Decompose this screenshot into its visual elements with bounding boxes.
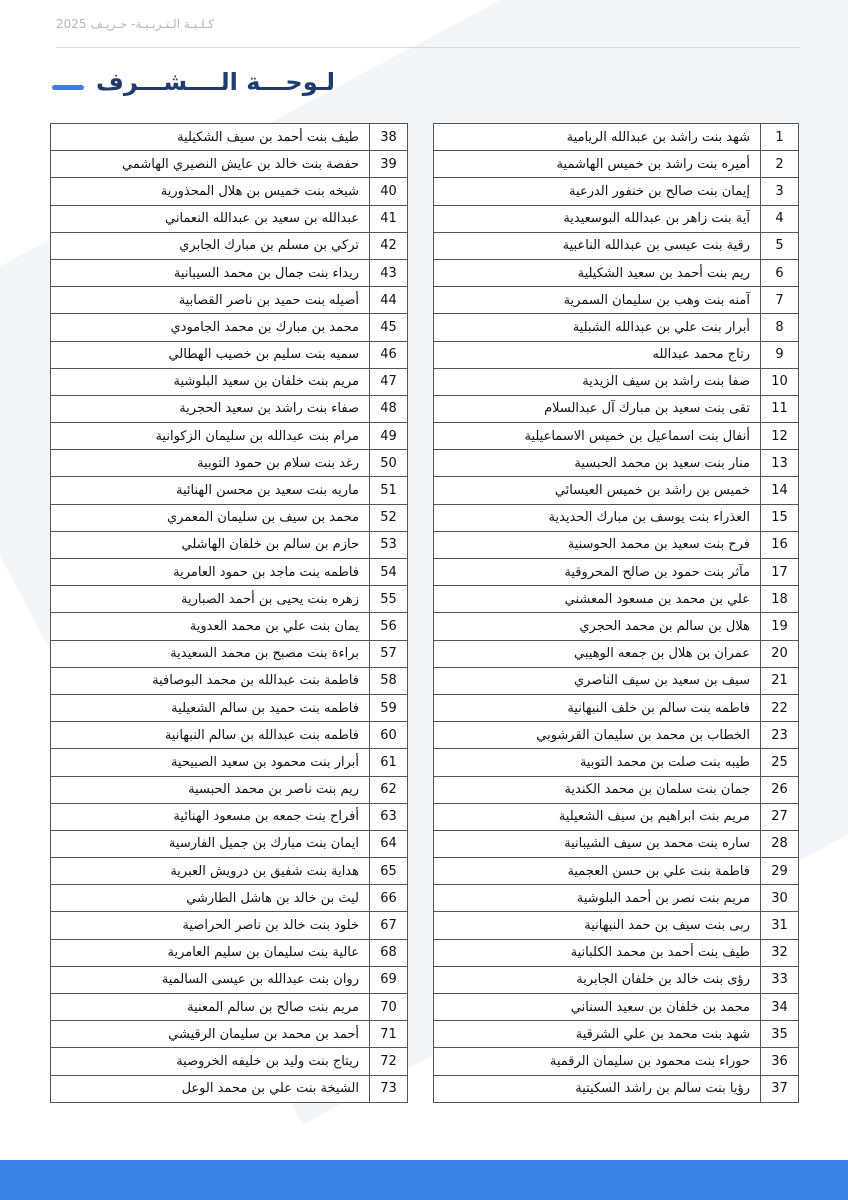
table-row <box>434 450 799 477</box>
table-row <box>51 939 408 966</box>
table-row <box>51 151 408 178</box>
row-number: 52 <box>370 504 408 531</box>
row-number: 39 <box>370 151 408 178</box>
student-name: فرح بنت سعيد بن محمد الحوسنية <box>434 531 761 558</box>
table-row <box>51 885 408 912</box>
table-row <box>51 178 408 205</box>
student-name: صفا بنت راشد بن سيف الزيدية <box>434 368 761 395</box>
table-row <box>434 477 799 504</box>
row-number: 35 <box>761 1021 799 1048</box>
student-name: ريتاج بنت وليد بن خليفه الخروصية <box>51 1048 370 1075</box>
row-number: 23 <box>761 722 799 749</box>
table-row <box>434 939 799 966</box>
student-name: ريم بنت ناصر بن محمد الحبسية <box>51 776 370 803</box>
row-number: 38 <box>370 124 408 151</box>
table-row <box>51 1021 408 1048</box>
student-name: شهد بنت راشد بن عبدالله الريامية <box>434 124 761 151</box>
honor-table-right <box>433 123 799 1103</box>
row-number: 50 <box>370 450 408 477</box>
table-row <box>51 966 408 993</box>
row-number: 26 <box>761 776 799 803</box>
row-number: 32 <box>761 939 799 966</box>
row-number: 68 <box>370 939 408 966</box>
table-row <box>51 912 408 939</box>
row-number: 8 <box>761 314 799 341</box>
table-row <box>434 178 799 205</box>
student-name: جمان بنت سلمان بن محمد الكندية <box>434 776 761 803</box>
row-number: 20 <box>761 640 799 667</box>
student-name: طيف بنت أحمد بن محمد الكلبانية <box>434 939 761 966</box>
student-name: مآثر بنت حمود بن صالح المحروقية <box>434 559 761 586</box>
table-row <box>51 341 408 368</box>
table-row <box>434 124 799 151</box>
table-row <box>434 613 799 640</box>
row-number: 45 <box>370 314 408 341</box>
row-number: 6 <box>761 259 799 286</box>
table-row <box>434 1048 799 1075</box>
student-name: زهره بنت يحيى بن أحمد الصبارية <box>51 586 370 613</box>
row-number: 56 <box>370 613 408 640</box>
table-row <box>434 830 799 857</box>
row-number: 53 <box>370 531 408 558</box>
table-row <box>434 667 799 694</box>
student-name: عبدالله بن سعيد بن عبدالله النعماني <box>51 205 370 232</box>
student-name: سميه بنت سليم بن خصيب الهطالي <box>51 341 370 368</box>
row-number: 9 <box>761 341 799 368</box>
table-row <box>51 477 408 504</box>
student-name: الخطاب بن محمد بن سليمان القرشوبي <box>434 722 761 749</box>
table-row <box>434 1021 799 1048</box>
student-name: رؤى بنت خالد بن خلفان الجابرية <box>434 966 761 993</box>
student-name: مريم بنت خلفان بن سعيد البلوشية <box>51 368 370 395</box>
table-row <box>51 776 408 803</box>
student-name: فاطمه بنت سالم بن خلف النبهانية <box>434 694 761 721</box>
table-row <box>434 205 799 232</box>
row-number: 25 <box>761 749 799 776</box>
row-number: 17 <box>761 559 799 586</box>
table-row <box>51 423 408 450</box>
table-row <box>434 259 799 286</box>
student-name: تقى بنت سعيد بن مبارك آل عبدالسلام <box>434 395 761 422</box>
row-number: 10 <box>761 368 799 395</box>
row-number: 51 <box>370 477 408 504</box>
student-name: ساره بنت محمد بن سيف الشيبانية <box>434 830 761 857</box>
row-number: 18 <box>761 586 799 613</box>
table-row <box>434 912 799 939</box>
row-number: 61 <box>370 749 408 776</box>
table-row <box>434 640 799 667</box>
row-number: 19 <box>761 613 799 640</box>
table-row <box>51 586 408 613</box>
student-name: حوراء بنت محمود بن سليمان الرقمية <box>434 1048 761 1075</box>
table-row <box>434 858 799 885</box>
student-name: ليث بن خالد بن هاشل الطارشي <box>51 885 370 912</box>
table-row <box>51 830 408 857</box>
table-row <box>434 885 799 912</box>
student-name: ربى بنت سيف بن حمد النبهانية <box>434 912 761 939</box>
student-name: آمنه بنت وهب بن سليمان السمرية <box>434 287 761 314</box>
row-number: 63 <box>370 803 408 830</box>
table-row <box>51 803 408 830</box>
row-number: 62 <box>370 776 408 803</box>
row-number: 67 <box>370 912 408 939</box>
row-number: 73 <box>370 1075 408 1102</box>
row-number: 2 <box>761 151 799 178</box>
table-row <box>434 966 799 993</box>
table-row <box>51 722 408 749</box>
row-number: 64 <box>370 830 408 857</box>
row-number: 31 <box>761 912 799 939</box>
table-row <box>51 124 408 151</box>
student-name: أبرار بنت محمود بن سعيد الصبيحية <box>51 749 370 776</box>
row-number: 30 <box>761 885 799 912</box>
table-row <box>51 749 408 776</box>
table-row <box>434 504 799 531</box>
student-name: براءة بنت مصبح بن محمد السعيدية <box>51 640 370 667</box>
honor-table-left <box>50 123 408 1103</box>
table-row <box>51 450 408 477</box>
student-name: مريم بنت صالح بن سالم المعنية <box>51 994 370 1021</box>
table-row <box>51 504 408 531</box>
student-name: عالية بنت سليمان بن سليم العامرية <box>51 939 370 966</box>
footer-bar <box>0 1160 848 1200</box>
row-number: 70 <box>370 994 408 1021</box>
row-number: 43 <box>370 259 408 286</box>
student-name: ريداء بنت جمال بن محمد السيبانية <box>51 259 370 286</box>
row-number: 33 <box>761 966 799 993</box>
student-name: علي بن محمد بن مسعود المعشني <box>434 586 761 613</box>
table-row <box>51 395 408 422</box>
table-row <box>51 994 408 1021</box>
table-row <box>51 531 408 558</box>
row-number: 41 <box>370 205 408 232</box>
student-name: هلال بن سالم بن محمد الحجري <box>434 613 761 640</box>
student-name: فاطمه بنت ماجد بن حمود العامرية <box>51 559 370 586</box>
student-name: خميس بن راشد بن خميس العيسائي <box>434 477 761 504</box>
student-name: ماريه بنت سعيد بن محسن الهنائية <box>51 477 370 504</box>
student-name: هداية بنت شفيق بن درويش العبرية <box>51 858 370 885</box>
table-row <box>51 1075 408 1102</box>
row-number: 48 <box>370 395 408 422</box>
student-name: أحمد بن محمد بن سليمان الرقيشي <box>51 1021 370 1048</box>
row-number: 13 <box>761 450 799 477</box>
student-name: أفراح بنت جمعه بن مسعود الهنائية <box>51 803 370 830</box>
row-number: 27 <box>761 803 799 830</box>
table-row <box>434 1075 799 1102</box>
student-name: سيف بن سعيد بن سيف الناصري <box>434 667 761 694</box>
row-number: 40 <box>370 178 408 205</box>
row-number: 34 <box>761 994 799 1021</box>
row-number: 69 <box>370 966 408 993</box>
student-name: طيبه بنت صلت بن محمد التوبية <box>434 749 761 776</box>
table-row <box>51 858 408 885</box>
row-number: 29 <box>761 858 799 885</box>
student-name: فاطمه بنت عبدالله بن سالم النبهانية <box>51 722 370 749</box>
student-name: مريم بنت نصر بن أحمد البلوشية <box>434 885 761 912</box>
student-name: أميره بنت راشد بن خميس الهاشمية <box>434 151 761 178</box>
row-number: 11 <box>761 395 799 422</box>
table-row <box>434 531 799 558</box>
title-accent-bar <box>52 85 84 90</box>
student-name: حازم بن سالم بن خلفان الهاشلي <box>51 531 370 558</box>
page-title: لـوحـــة الــــشـــرف <box>96 68 335 96</box>
table-row <box>51 259 408 286</box>
student-name: أنفال بنت اسماعيل بن خميس الاسماعيلية <box>434 423 761 450</box>
student-name: فاطمه بنت حميد بن سالم الشعيلية <box>51 694 370 721</box>
table-row <box>51 667 408 694</box>
student-name: مرام بنت عبدالله بن سليمان الزكوانية <box>51 423 370 450</box>
table-row <box>434 423 799 450</box>
table-row <box>434 314 799 341</box>
table-row <box>51 1048 408 1075</box>
student-name: رتاج محمد عبدالله <box>434 341 761 368</box>
table-row <box>434 287 799 314</box>
row-number: 15 <box>761 504 799 531</box>
student-name: صفاء بنت راشد بن سعيد الحجرية <box>51 395 370 422</box>
row-number: 47 <box>370 368 408 395</box>
table-row <box>51 694 408 721</box>
student-name: طيف بنت أحمد بن سيف الشكيلية <box>51 124 370 151</box>
student-name: رؤيا بنت سالم بن راشد السكيتية <box>434 1075 761 1102</box>
row-number: 42 <box>370 232 408 259</box>
table-row <box>434 586 799 613</box>
table-row <box>434 395 799 422</box>
student-name: خلود بنت خالد بن ناصر الحراصية <box>51 912 370 939</box>
student-name: ايمان بنت مبارك بن جميل الفارسية <box>51 830 370 857</box>
table-row <box>51 640 408 667</box>
row-number: 7 <box>761 287 799 314</box>
table-row <box>434 749 799 776</box>
student-name: شيخه بنت خميس بن هلال المحذورية <box>51 178 370 205</box>
row-number: 55 <box>370 586 408 613</box>
student-name: ريم بنت أحمد بن سعيد الشكيلية <box>434 259 761 286</box>
student-name: منار بنت سعيد بن محمد الحبسية <box>434 450 761 477</box>
row-number: 65 <box>370 858 408 885</box>
row-number: 66 <box>370 885 408 912</box>
student-name: فاطمة بنت علي بن حسن العجمية <box>434 858 761 885</box>
row-number: 46 <box>370 341 408 368</box>
table-row <box>434 694 799 721</box>
table-row <box>434 776 799 803</box>
student-name: يمان بنت علي بن محمد العدوية <box>51 613 370 640</box>
row-number: 71 <box>370 1021 408 1048</box>
table-row <box>434 803 799 830</box>
student-name: الشيخة بنت علي بن محمد الوعل <box>51 1075 370 1102</box>
row-number: 44 <box>370 287 408 314</box>
student-name: رغد بنت سلام بن حمود التوبية <box>51 450 370 477</box>
student-name: محمد بن خلفان بن سعيد السناني <box>434 994 761 1021</box>
student-name: محمد بن سيف بن سليمان المعمري <box>51 504 370 531</box>
student-name: روان بنت عبدالله بن عيسى السالمية <box>51 966 370 993</box>
row-number: 58 <box>370 667 408 694</box>
table-row <box>434 232 799 259</box>
row-number: 28 <box>761 830 799 857</box>
table-row <box>434 559 799 586</box>
student-name: رقية بنت عيسى بن عبدالله الناعبية <box>434 232 761 259</box>
header-text: كـلـيـة الـتـربـيـة- خـريـف 2025 <box>56 17 215 31</box>
student-name: أصيله بنت حميد بن ناصر القصابية <box>51 287 370 314</box>
student-name: أبرار بنت علي بن عبدالله الشبلية <box>434 314 761 341</box>
row-number: 12 <box>761 423 799 450</box>
table-row <box>51 287 408 314</box>
student-name: إيمان بنت صالح بن خنفور الدرعية <box>434 178 761 205</box>
student-name: حفصة بنت خالد بن عايش النصيري الهاشمي <box>51 151 370 178</box>
row-number: 59 <box>370 694 408 721</box>
row-number: 21 <box>761 667 799 694</box>
row-number: 16 <box>761 531 799 558</box>
table-row <box>51 613 408 640</box>
table-row <box>434 368 799 395</box>
table-row <box>51 559 408 586</box>
student-name: مريم بنت ابراهيم بن سيف الشعيلية <box>434 803 761 830</box>
row-number: 72 <box>370 1048 408 1075</box>
student-name: عمران بن هلال بن جمعه الوهيبي <box>434 640 761 667</box>
table-row <box>434 151 799 178</box>
table-row <box>434 994 799 1021</box>
row-number: 22 <box>761 694 799 721</box>
student-name: تركي بن مسلم بن مبارك الجابري <box>51 232 370 259</box>
row-number: 36 <box>761 1048 799 1075</box>
row-number: 60 <box>370 722 408 749</box>
row-number: 5 <box>761 232 799 259</box>
row-number: 57 <box>370 640 408 667</box>
student-name: محمد بن مبارك بن محمد الجامودي <box>51 314 370 341</box>
student-name: العذراء بنت يوسف بن مبارك الحديدية <box>434 504 761 531</box>
table-row <box>434 341 799 368</box>
student-name: آية بنت زاهر بن عبدالله البوسعيدية <box>434 205 761 232</box>
row-number: 1 <box>761 124 799 151</box>
table-row <box>51 205 408 232</box>
row-number: 14 <box>761 477 799 504</box>
row-number: 37 <box>761 1075 799 1102</box>
row-number: 3 <box>761 178 799 205</box>
row-number: 54 <box>370 559 408 586</box>
table-row <box>434 722 799 749</box>
table-row <box>51 368 408 395</box>
table-row <box>51 232 408 259</box>
student-name: فاطمة بنت عبدالله بن محمد البوصافية <box>51 667 370 694</box>
row-number: 49 <box>370 423 408 450</box>
row-number: 4 <box>761 205 799 232</box>
student-name: شهد بنت محمد بن علي الشرقية <box>434 1021 761 1048</box>
table-row <box>51 314 408 341</box>
